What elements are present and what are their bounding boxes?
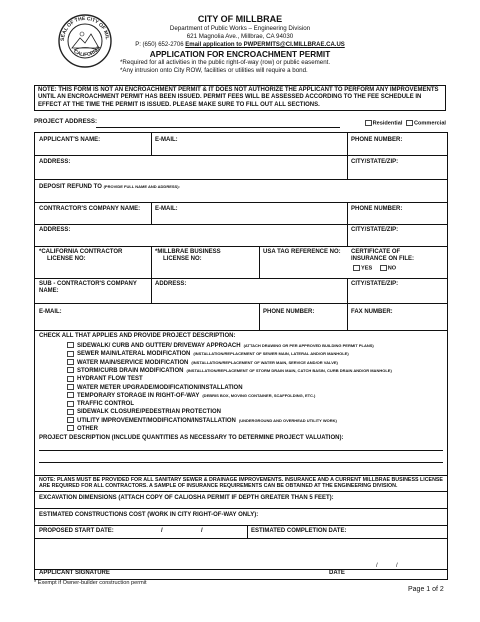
checklist-checkbox[interactable] [67,401,74,407]
completion-date-field[interactable]: ESTIMATED COMPLETION DATE: [251,528,347,534]
divider [151,278,152,303]
commercial-checkbox[interactable] [406,120,413,126]
requirements [120,59,360,75]
checklist-item [79,417,337,425]
divider [35,508,447,509]
checklist-item-label: SEWER MAIN/LATERAL MODIFICATION [77,351,191,358]
start-date-slash-2: / [201,528,203,534]
sub-contractor-name-field[interactable] [39,281,137,295]
checklist-checkbox[interactable] [67,417,74,423]
millbrae-business-license-field[interactable] [155,249,221,263]
checklist-title: CHECK ALL THAT APPLIES AND PROVIDE PROJECT DESCRIPTION: [39,333,236,339]
mb-license-label-2: LICENSE NO: [163,256,202,262]
sub-name-label-1: SUB - CONTRACTOR'S COMPANY [39,281,137,287]
checklist-checkbox[interactable] [67,425,74,431]
deposit-refund-note: (PROVIDE FULL NAME AND ADDRESS): [103,184,180,189]
checklist-item [79,392,315,400]
checklist-item [79,408,221,416]
checklist-checkbox[interactable] [67,367,74,373]
checklist-item [79,350,349,358]
applicant-name-field[interactable]: APPLICANT'S NAME: [39,137,101,143]
department-address: 621 Magnolia Ave., Millbrae, CA 94030 [186,33,294,41]
checklist-checkbox[interactable] [67,359,74,365]
ca-contractor-license-field[interactable] [39,249,122,263]
phone-number: P: (650) 652-2706 [135,42,184,49]
mb-license-label-1: *MILLBRAE BUSINESS [155,249,221,255]
email-link[interactable]: Email application to PWPERMITS@CI.MILLBRAE.CA.US [185,42,345,49]
notice-box: NOTE: THIS FORM IS NOT AN ENCROACHMENT PERMIT & IT DOES NOT AUTHORIZE THE APPLICANT TO PERFORM ANY IMPROVEMENTS UNTIL AN ENCROACHMENT PERMIT HAS BEEN ISSUED. PERMIT FEES WILL BE ASSESSED ACCORDING TO THE FEE SCHEDULE IN EFFECT AT THE TIME THE PERMIT IS ISSUED. PLEASE MAKE SURE TO FILL OUT ALL SECTIONS. [34,85,446,111]
insurance-no-checkbox[interactable] [380,265,387,271]
sub-contractor-email-field[interactable]: E-MAIL: [39,309,62,315]
checklist-item-label: WATER MAIN/SERVICE MODIFICATION [77,359,189,366]
checklist-checkbox[interactable] [67,384,74,390]
checklist-item-note: (ATTACH DRAWING OR PER APPROVED BUILDING PERMIT PLANS) [243,343,374,348]
cert-label-2: INSURANCE ON FILE: [351,256,414,262]
checklist-checkbox[interactable] [67,392,74,398]
divider [35,491,447,492]
checklist-item-label: SIDEWALK CLOSURE/PEDESTRIAN PROTECTION [77,409,222,416]
divider [347,278,348,330]
residential-label: Residential [372,120,403,127]
divider [35,155,447,156]
page-number: Page 1 of 2 [408,586,444,593]
divider [35,538,447,539]
header-block [120,14,360,60]
date-label: DATE [329,570,345,576]
divider [259,246,260,278]
checklist-item-note: (UNDERGROUND AND OVERHEAD UTILITY WORK) [238,417,337,423]
property-type-options [363,120,446,126]
contact-line [120,41,360,49]
svg-text:SEAL OF THE CITY OF MILLBRAE: SEAL OF THE CITY OF MIL [59,15,110,42]
deposit-refund-field[interactable] [39,183,180,191]
sub-contractor-city-state-zip-field[interactable]: CITY/STATE/ZIP: [351,281,399,287]
form-title: APPLICATION FOR ENCROACHMENT PERMIT [149,49,331,59]
project-address-row [34,118,446,130]
contractor-city-state-zip-field[interactable]: CITY/STATE/ZIP: [351,227,399,233]
insurance-yes-checkbox[interactable] [353,265,360,271]
divider [35,224,447,225]
applicant-address-field[interactable]: ADDRESS: [39,159,71,165]
requirement-row-1: *Required for all activities in the public right-of-way (row) or public easement. [120,59,331,66]
divider [35,303,447,304]
divider [151,133,152,155]
project-address-label: PROJECT ADDRESS: [34,118,98,125]
sub-contractor-fax-field[interactable]: FAX NUMBER: [351,309,393,315]
checklist-checkbox[interactable] [67,376,74,382]
checklist-item-note: (INSTALLATION/REPLACEMENT OF WATER MAIN, SERVICE AND/OR VALVE) [191,359,338,365]
department: Department of Public Works – Engineering Division [169,25,311,32]
checklist-item-note: (INSTALLATION/REPLACEMENT OF SEWER MAIN, LATERAL AND/OR MANHOLE) [193,351,349,357]
checklist-item-label: UTILITY IMPROVEMENT/MODIFICATION/INSTALLATION [77,417,236,424]
divider [151,246,152,278]
checklist-item-label: OTHER [77,426,98,432]
city-name: CITY OF MILLBRAE [197,14,283,24]
checklist-item-label: WATER METER UPGRADE/MODIFICATION/INSTALLATION [77,384,243,391]
contractor-address-field[interactable]: ADDRESS: [39,227,71,233]
checklist-item [79,359,338,367]
sub-contractor-address-field[interactable]: ADDRESS: [155,281,187,287]
divider [35,475,447,476]
ca-license-label-1: *CALIFORNIA CONTRACTOR [39,249,123,255]
cert-label-1: CERTIFICATE OF [351,249,401,255]
divider [35,330,447,331]
checklist-item [79,367,392,375]
estimated-cost-field[interactable]: ESTIMATED CONSTRUCTIONS COST (WORK IN CITY RIGHT-OF-WAY ONLY): [39,512,259,518]
sub-contractor-phone-field[interactable]: PHONE NUMBER: [263,309,315,315]
checklist-item-label: SIDEWALK/ CURB AND GUTTER/ DRIVEWAY APPROACH [77,343,241,349]
plans-note: NOTE: PLANS MUST BE PROVIDED FOR ALL SANITARY SEWER & DRAINAGE IMPROVEMENTS. INSURANCE AND A CURRENT MILLBRAE BUSINESS LICENSE ARE REQUIRED FOR ALL CONTRACTORS. A SAMPLE OF INSURANCE REQUIREMENTS CAN BE OBTAINED AT THE ENGINEERING DIVISION. [39,477,443,490]
checklist-item-label: HYDRANT FLOW TEST [77,376,143,383]
application-form [34,132,448,580]
divider [347,133,348,179]
no-label: NO [387,265,397,272]
contractor-name-field[interactable]: CONTRACTOR'S COMPANY NAME: [39,206,141,212]
checklist-checkbox[interactable] [67,351,74,357]
checklist-item [79,384,243,392]
checklist-item-label: TEMPORARY STORAGE IN RIGHT-OF-WAY [77,392,200,399]
divider [35,525,447,526]
start-date-slash-1: / [161,528,163,534]
divider [35,202,447,203]
divider [35,246,447,247]
contractor-phone-field[interactable]: PHONE NUMBER: [351,206,403,212]
project-description-label: PROJECT DESCRIPTION (INCLUDE QUANTITIES AS NECESSARY TO DETERMINE PROJECT VALUATION): [39,435,344,441]
insurance-certificate-field [351,249,414,272]
requirement-row-2: *Any intrusion onto City ROW, facilities or utilities will require a bond. [120,67,308,74]
project-description-line-2[interactable] [39,462,443,463]
checklist-checkbox[interactable] [67,342,74,348]
divider [35,179,447,180]
applicant-email-field[interactable]: E-MAIL: [155,137,178,143]
exempt-footnote: * Exempt if Owner-builder construction permit [34,580,147,586]
signature-date-slash-1: / [376,563,378,569]
yes-label: YES [361,265,373,272]
checklist-item [79,425,98,433]
checklist-item-note: (INSTALLATION/REPLACEMENT OF STORM DRAIN MAIN, CATCH BASIN, CURB DRAIN AND/OR MANHOLE) [186,367,392,373]
checklist-item [79,342,374,350]
svg-text:CALIFORNIA: CALIFORNIA [72,44,103,59]
deposit-refund-label: DEPOSIT REFUND TO [39,184,102,190]
residential-checkbox[interactable] [365,120,372,126]
project-address-input[interactable] [96,127,340,128]
divider [259,303,260,330]
usa-tag-field[interactable]: USA TAG REFERENCE NO: [263,249,341,255]
ca-license-label-2: LICENSE NO: [47,256,86,262]
divider [35,278,447,279]
applicant-city-state-zip-field[interactable]: CITY/STATE/ZIP: [351,159,399,165]
checklist-item-label: STORM/CURB DRAIN MODIFICATION [77,367,184,374]
signature-label: APPLICANT SIGNATURE [39,570,110,576]
checklist-item [79,375,143,383]
applicant-phone-field[interactable]: PHONE NUMBER: [351,137,403,143]
start-date-field[interactable]: PROPOSED START DATE: [39,528,114,534]
project-description-line-1[interactable] [39,450,443,451]
city-seal-logo [58,14,112,68]
excavation-dimensions-field[interactable]: EXCAVATION DIMENSIONS (ATTACH COPY OF CAL/OSHA PERMIT IF DEPTH GREATER THAN 5 FEET): [39,495,334,501]
sub-name-label-2: NAME: [39,288,59,294]
commercial-label: Commercial [413,120,446,127]
contractor-email-field[interactable]: E-MAIL: [155,206,178,212]
divider [247,525,248,538]
divider [151,202,152,224]
signature-date-slash-2: / [396,563,398,569]
checklist-checkbox[interactable] [67,409,74,415]
checklist-item-note: (DEBRIS BOX, MOVING CONTAINER, SCAFFOLDING, ETC.) [202,392,316,398]
checklist-item [79,400,134,408]
checklist-item-label: TRAFFIC CONTROL [77,401,134,408]
